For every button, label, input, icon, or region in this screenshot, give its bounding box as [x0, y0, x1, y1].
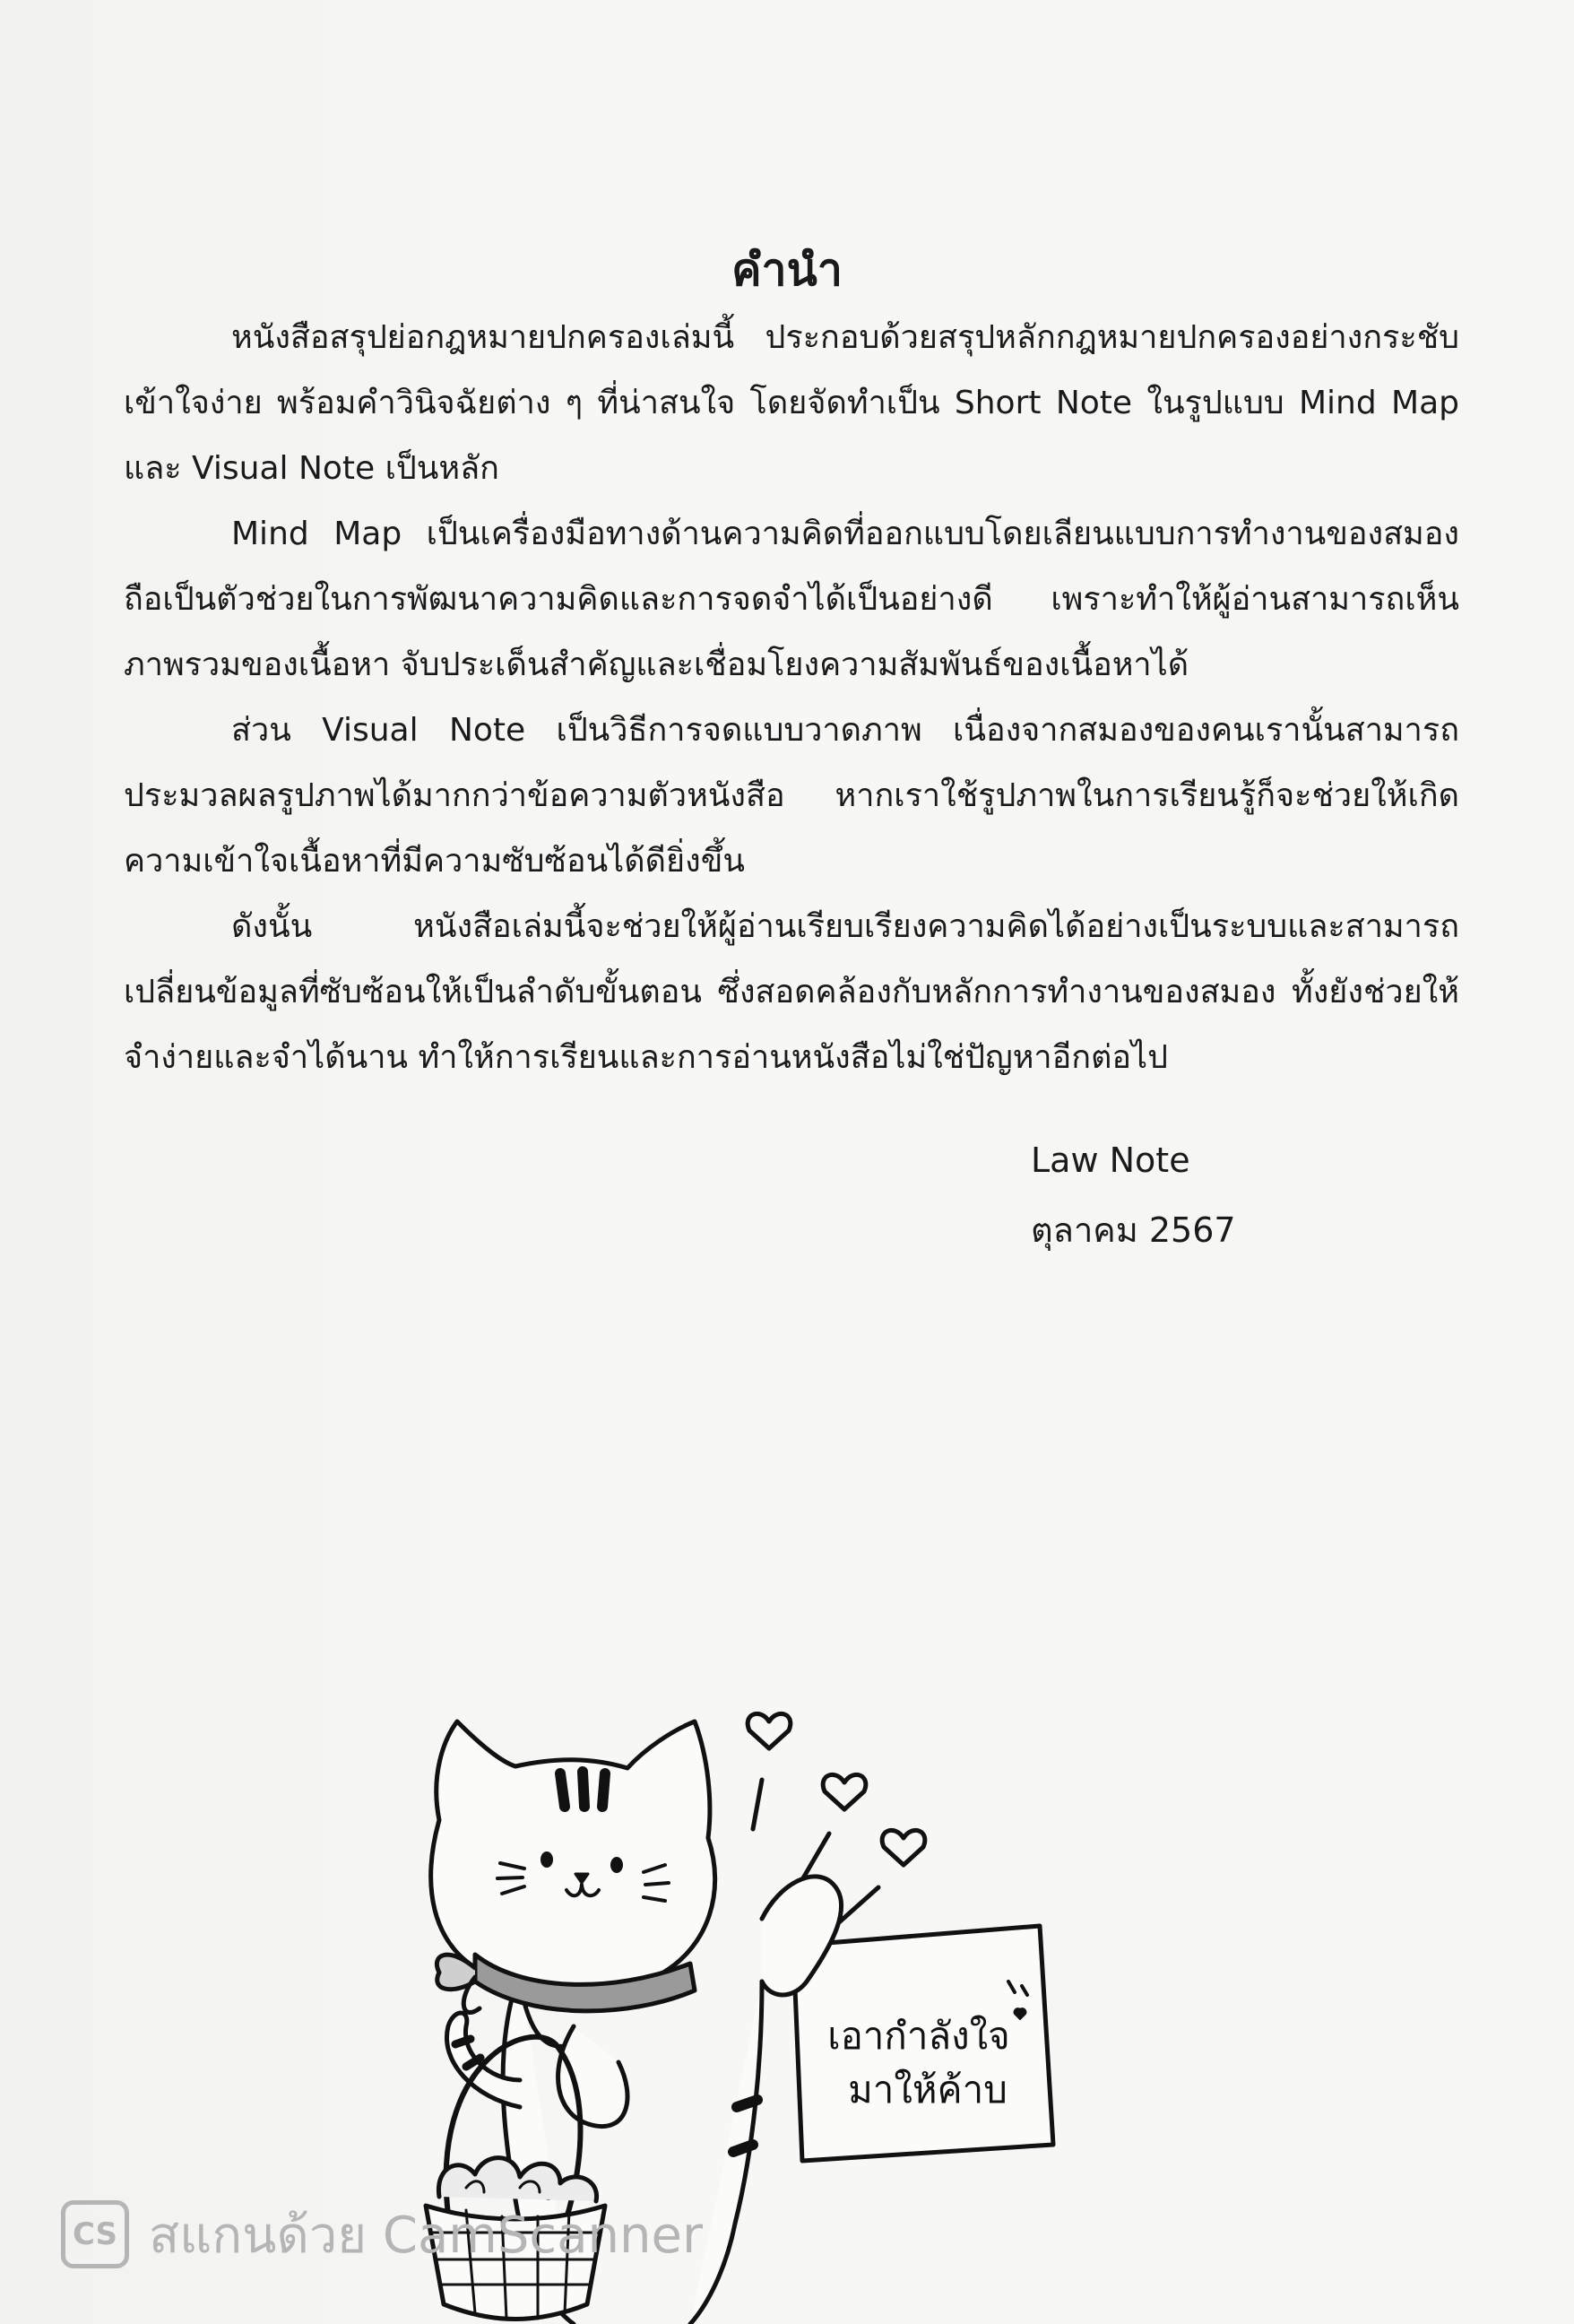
signature-date: ตุลาคม 2567 — [1031, 1210, 1236, 1250]
page-title: คำนำ — [731, 244, 843, 296]
watermark-text: สแกนด้วย CamScanner — [149, 2206, 703, 2265]
heart-icon — [823, 1774, 866, 1809]
author-name: Law Note — [1031, 1140, 1190, 1180]
cat-eye — [541, 1851, 553, 1868]
cat-stripe — [602, 1773, 605, 1807]
paragraph-4: ดังนั้น หนังสือเล่มนี้จะช่วยให้ผู้อ่านเรียบเรียงความคิดได้อย่างเป็นระบบและสามารถเปลี่ยนข้อมูลที่ซับซ้อนให้เป็นลำดับขั้นตอน ซึ่งสอดคล้องกับหลักการทำงานของสมอง ทั้งยังช่วยให้จำง่ายและจำได้นาน ทำให้การเรียนและการอ่านหนังสือไม่ใช่ปัญหาอีกต่อไป — [124, 908, 1459, 1076]
cat-stripe — [560, 1773, 565, 1807]
foreword-body — [124, 305, 1459, 1090]
camscanner-logo-icon: CS — [61, 2200, 129, 2268]
cat-stripe — [583, 1772, 584, 1807]
camscanner-watermark — [61, 2198, 703, 2270]
signature-block — [1031, 1125, 1389, 1265]
heart-icon — [882, 1830, 925, 1865]
paragraph-1: หนังสือสรุปย่อกฎหมายปกครองเล่มนี้ ประกอบด้วยสรุปหลักกฎหมายปกครองอย่างกระชับ เข้าใจง่าย พร้อมคำวินิจฉัยต่าง ๆ ที่น่าสนใจ โดยจัดทำเป็น Short Note ในรูปแบบ Mind Map และ Visual Note เป็นหลัก — [124, 319, 1459, 487]
paragraph-2: Mind Map เป็นเครื่องมือทางด้านความคิดที่ออกแบบโดยเลียนแบบการทำงานของสมอง ถือเป็นตัวช่วยในการพัฒนาความคิดและการจดจำได้เป็นอย่างดี เพราะทำให้ผู้อ่านสามารถเห็นภาพรวมของเนื้อหา จับประเด็นสำคัญและเชื่อมโยงความสัมพันธ์ของเนื้อหาได้ — [124, 516, 1459, 683]
sign-text-line-1: เอากำลังใจ — [827, 2014, 1010, 2058]
excitement-line — [753, 1780, 762, 1829]
cat-stripe — [737, 2100, 757, 2107]
cat-eye — [610, 1857, 623, 1873]
cat-head — [431, 1721, 715, 1993]
cat-basket-arm — [558, 2026, 627, 2127]
paragraph-3: ส่วน Visual Note เป็นวิธีการจดแบบวาดภาพ เนื่องจากสมองของคนเรานั้นสามารถประมวลผลรูปภาพได้มากกว่าข้อความตัวหนังสือ หากเราใช้รูปภาพในการเรียนรู้ก็จะช่วยให้เกิดความเข้าใจเนื้อหาที่มีความซับซ้อนได้ดียิ่งขึ้น — [124, 712, 1459, 880]
heart-icon — [748, 1713, 791, 1748]
excitement-line — [838, 1887, 878, 1923]
cat-stripe — [733, 2145, 753, 2152]
sign-text-line-2: มาให้ค้าบ — [848, 2068, 1008, 2112]
